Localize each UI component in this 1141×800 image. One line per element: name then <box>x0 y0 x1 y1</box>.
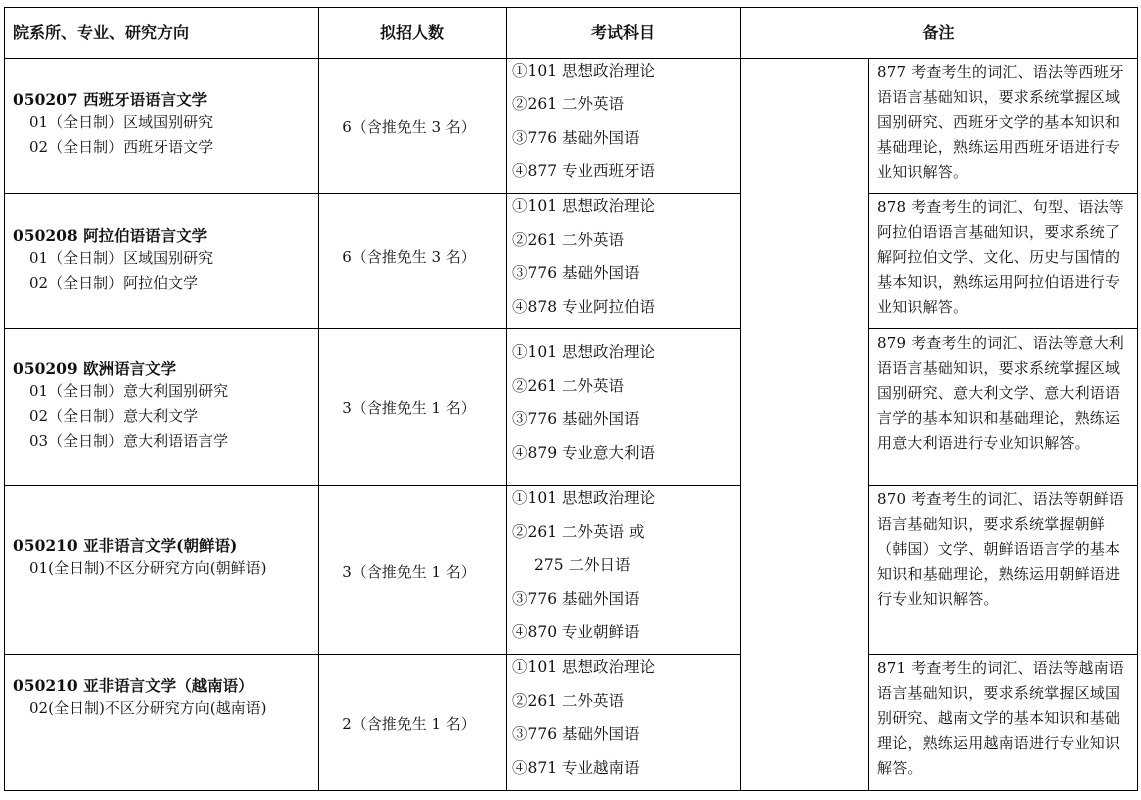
subject-item: ③776 基础外国语 <box>512 129 640 147</box>
table-row <box>13 674 267 721</box>
subject-item: ①101 思想政治理论 <box>512 62 656 80</box>
subject-item: ③776 基础外国语 <box>512 410 640 428</box>
quota: 3（含推免生 1 名） <box>342 563 476 581</box>
quota: 2（含推免生 1 名） <box>342 715 476 733</box>
direction-item: 02（全日制）阿拉伯文学 <box>29 274 199 292</box>
subject-item: ④878 专业阿拉伯语 <box>512 298 656 316</box>
subject-item: ②261 二外英语 <box>512 231 625 249</box>
subject-item: ④870 专业朝鲜语 <box>512 623 640 641</box>
table-row <box>13 224 213 296</box>
table-row <box>13 88 213 160</box>
subject-item: ③776 基础外国语 <box>512 590 640 608</box>
direction-item: 01（全日制）区域国别研究 <box>29 113 214 131</box>
subject-item: ②261 二外英语 <box>512 95 625 113</box>
header-major: 院系所、专业、研究方向 <box>13 23 190 42</box>
row-divider <box>868 328 1138 329</box>
subject-item: ①101 思想政治理论 <box>512 658 656 676</box>
quota: 3（含推免生 1 名） <box>342 399 476 417</box>
subject-item: ①101 思想政治理论 <box>512 489 656 507</box>
table-border-right <box>1137 7 1138 791</box>
remark-text: 878 考查考生的词汇、句型、语法等阿拉伯语语言基础知识，要求系统了解阿拉伯文学、文化、历史与国情的基本知识，熟练运用阿拉伯语进行专业知识解答。 <box>877 198 1124 316</box>
table-row <box>13 357 228 454</box>
major-title: 050210 亚非语言文学(朝鲜语) <box>13 536 238 555</box>
quota: 6（含推免生 3 名） <box>342 248 476 266</box>
row-divider <box>868 654 1138 655</box>
row-divider <box>4 654 740 655</box>
table-border-bottom <box>4 790 1138 791</box>
subject-item: 275 二外日语 <box>534 556 631 574</box>
direction-item: 03（全日制）意大利语语言学 <box>29 432 229 450</box>
table-border-left <box>4 7 5 791</box>
major-title: 050209 欧洲语言文学 <box>13 359 177 378</box>
major-title: 050207 西班牙语语言文学 <box>13 90 208 109</box>
direction-item: 01（全日制）区域国别研究 <box>29 249 214 267</box>
major-title: 050210 亚非语言文学（越南语） <box>13 676 254 695</box>
direction-item: 01(全日制)不区分研究方向(朝鲜语) <box>29 559 267 577</box>
row-divider <box>4 328 740 329</box>
subject-item: ②261 二外英语 或 <box>512 523 645 541</box>
subject-item: ④879 专业意大利语 <box>512 444 656 462</box>
quota: 6（含推免生 3 名） <box>342 118 476 136</box>
direction-item: 02（全日制）意大利文学 <box>29 407 199 425</box>
column-divider <box>740 7 741 791</box>
row-divider <box>868 485 1138 486</box>
subject-item: ③776 基础外国语 <box>512 725 640 743</box>
subject-item: ①101 思想政治理论 <box>512 343 656 361</box>
table-row <box>13 534 267 581</box>
major-title: 050208 阿拉伯语语言文学 <box>13 226 208 245</box>
column-divider <box>506 7 507 791</box>
subject-item: ②261 二外英语 <box>512 377 625 395</box>
remark-text: 877 考查考生的词汇、语法等西班牙语语言基础知识，要求系统掌握区域国别研究、西班牙文学的基本知识和基础理论，熟练运用西班牙语进行专业知识解答。 <box>877 63 1124 181</box>
column-divider <box>868 58 869 791</box>
remark-text: 879 考查考生的词汇、语法等意大利语语言基础知识，要求系统掌握区域国别研究、意大利文学、意大利语语言学的基本知识和基础理论，熟练运用意大利语进行专业知识解答。 <box>877 334 1124 452</box>
header-quota: 拟招人数 <box>379 23 444 42</box>
header-subjects: 考试科目 <box>590 23 655 42</box>
row-divider <box>868 193 1138 194</box>
subject-item: ③776 基础外国语 <box>512 264 640 282</box>
direction-item: 02(全日制)不区分研究方向(越南语) <box>29 699 267 717</box>
remark-text: 871 考查考生的词汇、语法等越南语语言基础知识，要求系统掌握区域国别研究、越南文学的基本知识和基础理论，熟练运用越南语进行专业知识解答。 <box>877 659 1124 777</box>
subject-item: ④877 专业西班牙语 <box>512 162 656 180</box>
subject-item: ②261 二外英语 <box>512 692 625 710</box>
row-divider <box>4 193 740 194</box>
subject-item: ①101 思想政治理论 <box>512 197 656 215</box>
direction-item: 02（全日制）西班牙语文学 <box>29 138 214 156</box>
row-divider <box>4 485 740 486</box>
direction-item: 01（全日制）意大利国别研究 <box>29 382 229 400</box>
subject-item: ④871 专业越南语 <box>512 759 640 777</box>
remark-text: 870 考查考生的词汇、语法等朝鲜语语言基础知识，要求系统掌握朝鲜（韩国）文学、朝鲜语语言学的基本知识和基础理论，熟练运用朝鲜语进行专业知识解答。 <box>877 490 1124 608</box>
header-divider <box>4 58 1138 59</box>
header-notes: 备注 <box>922 23 955 42</box>
